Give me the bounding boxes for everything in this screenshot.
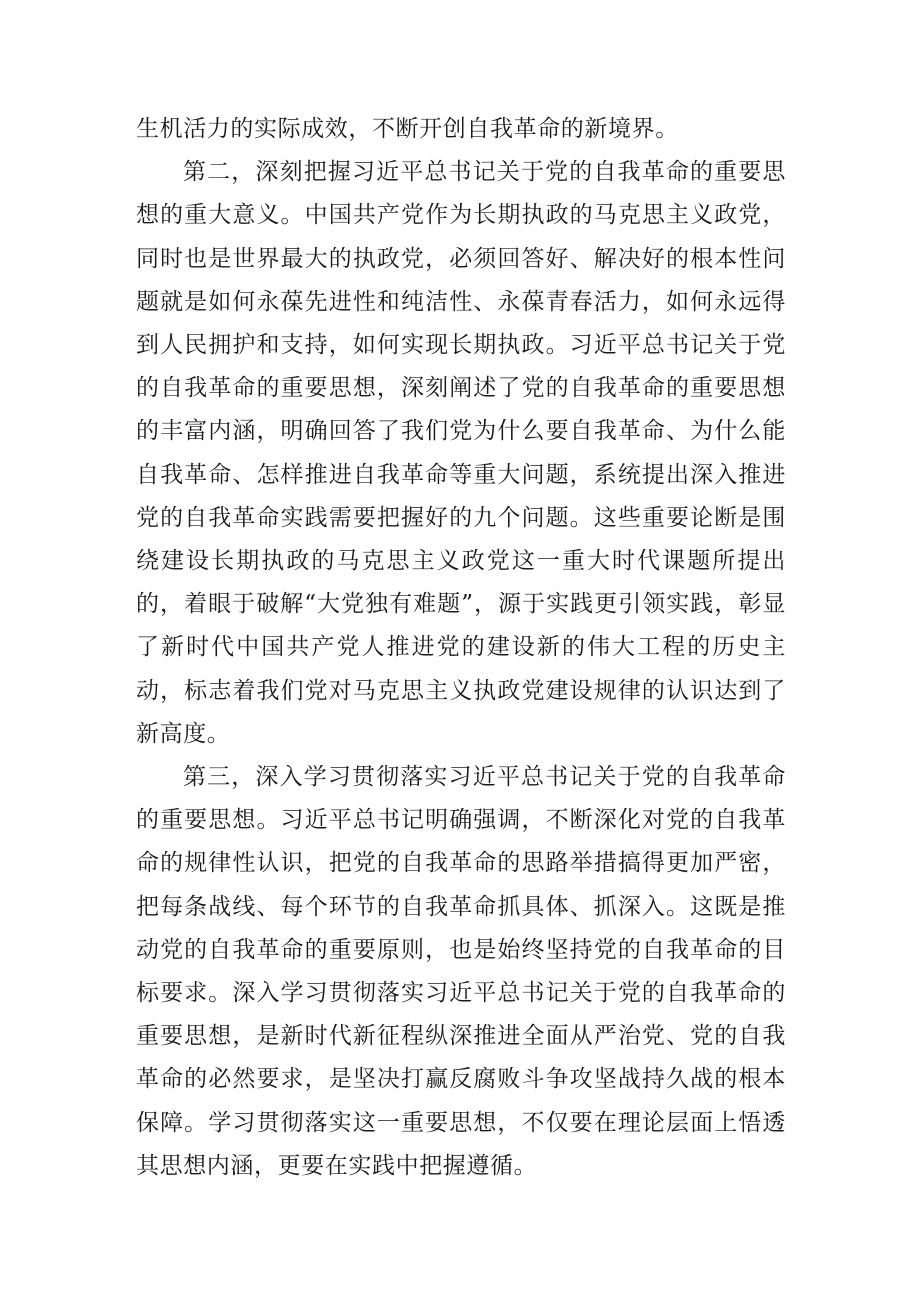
body-text — [136, 108, 786, 1188]
paragraph-continuation: 生机活力的实际成效，不断开创自我革命的新境界。 — [136, 116, 679, 142]
paragraph-third-point: 第三，深入学习贯彻落实习近平总书记关于党的自我革命的重要思想。习近平总书记明确强调，不断深化对党的自我革命的规律性认识，把党的自我革命的思路举措搞得更加严密，把每条战线、每个环节的自我革命抓具体、抓深入。这既是推动党的自我革命的重要原则，也是始终坚持党的自我革命的目标要求。深入学习贯彻落实习近平总书记关于党的自我革命的重要思想，是新时代新征程纵深推进全面从严治党、党的自我革命的必然要求，是坚决打赢反腐败斗争攻坚战持久战的根本保障。学习贯彻落实这一重要思想，不仅要在理论层面上悟透其思想内涵，更要在实践中把握遵循。 — [136, 764, 786, 1179]
paragraph-second-point: 第二，深刻把握习近平总书记关于党的自我革命的重要思想的重大意义。中国共产党作为长期执政的马克思主义政党，同时也是世界最大的执政党，必须回答好、解决好的根本性问题就是如何永葆先进性和纯洁性、永葆青春活力，如何永远得到人民拥护和支持，如何实现长期执政。习近平总书记关于党的自我革命的重要思想，深刻阐述了党的自我革命的重要思想的丰富内涵，明确回答了我们党为什么要自我革命、为什么能自我革命、怎样推进自我革命等重大问题，系统提出深入推进党的自我革命实践需要把握好的九个问题。这些重要论断是围绕建设长期执政的马克思主义政党这一重大时代课题所提出的，着眼于破解“大党独有难题”，源于实践更引领实践，彰显了新时代中国共产党人推进党的建设新的伟大工程的历史主动，标志着我们党对马克思主义执政党建设规律的认识达到了新高度。 — [136, 159, 786, 747]
